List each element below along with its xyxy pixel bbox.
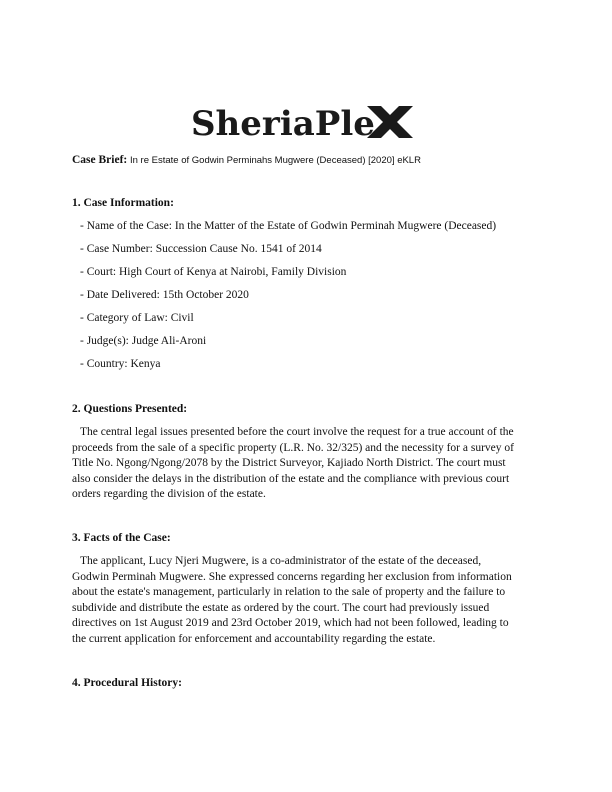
- paragraph-line: Godwin Perminah Mugwere. She expressed concerns regarding her exclusion from information: [72, 570, 512, 583]
- section-heading-questions-presented: 2. Questions Presented:: [72, 403, 188, 415]
- case-info-item-name: - Name of the Case: In the Matter of the Estate of Godwin Perminah Mugwere (Deceased): [80, 220, 497, 232]
- section-heading-case-information: 1. Case Information:: [72, 197, 174, 209]
- paragraph-line: the current application for enforcement and accountability regarding the estate.: [72, 632, 436, 645]
- case-info-item-category: - Category of Law: Civil: [80, 312, 194, 324]
- paragraph-line: directives on 1st August 2019 and 23rd October 2019, which had not been followed, leading to: [72, 617, 509, 629]
- paragraph-line: The central legal issues presented before the court involve the request for a true account of the: [80, 426, 514, 438]
- case-info-item-judges: - Judge(s): Judge Ali-Aroni: [80, 335, 207, 347]
- logo-wordmark: SheriaPle: [191, 104, 375, 144]
- case-brief-label: Case Brief:: [72, 154, 128, 166]
- section-heading-facts: 3. Facts of the Case:: [72, 532, 171, 544]
- paragraph-line: Title No. Ngong/Ngong/2078 by the District Surveyor, Kajiado North District. The court must: [72, 457, 506, 469]
- paragraph-line: about the estate's management, particularly in relation to the sale of property and the failure to: [72, 586, 506, 598]
- case-brief-title: In re Estate of Godwin Perminahs Mugwere (Deceased) [2020] eKLR: [130, 155, 421, 166]
- case-info-item-number: - Case Number: Succession Cause No. 1541 of 2014: [80, 243, 322, 255]
- paragraph-line: orders regarding the division of the estate.: [72, 488, 266, 500]
- paragraph-line: also consider the delays in the distribution of the estate and the compliance with previous court: [72, 472, 510, 485]
- questions-presented-paragraph: [72, 425, 542, 503]
- sheriaplex-logo: [0, 98, 612, 148]
- section-heading-procedural-history: 4. Procedural History:: [72, 677, 182, 689]
- case-info-item-country: - Country: Kenya: [80, 358, 161, 370]
- paragraph-line: subdivide and distribute the estate as ordered by the court. The court had previously issued: [72, 601, 490, 614]
- facts-paragraph: [72, 554, 542, 647]
- case-brief-line: [72, 154, 421, 166]
- paragraph-line: proceeds from the sale of a specific property (L.R. No. 32/325) and the necessity for a survey of: [72, 441, 514, 454]
- case-info-item-date: - Date Delivered: 15th October 2020: [80, 289, 249, 301]
- paragraph-line: The applicant, Lucy Njeri Mugwere, is a co-administrator of the estate of the deceased,: [80, 555, 482, 567]
- case-info-item-court: - Court: High Court of Kenya at Nairobi, Family Division: [80, 266, 347, 278]
